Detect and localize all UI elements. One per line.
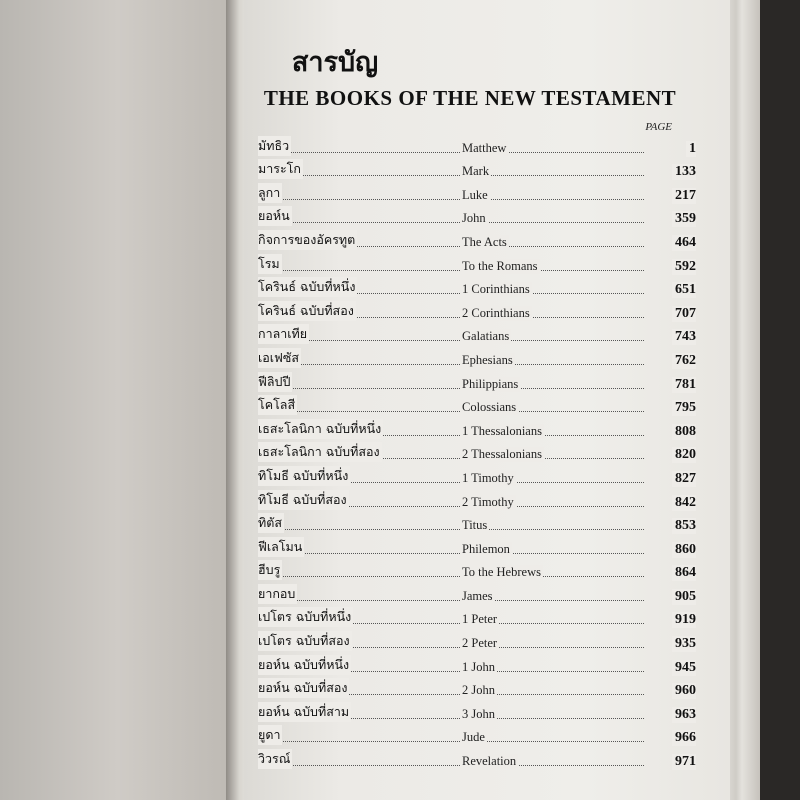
page-number: 905 bbox=[672, 589, 696, 605]
page-number: 359 bbox=[672, 211, 696, 227]
dot-leader bbox=[262, 600, 644, 601]
book-name-english: James bbox=[462, 588, 493, 603]
page-number: 842 bbox=[672, 495, 696, 511]
page-column-label: PAGE bbox=[645, 121, 672, 133]
book-name-thai: โครินธ์ ฉบับที่สอง bbox=[258, 301, 356, 321]
book-name-thai: โรม bbox=[258, 254, 282, 274]
dot-leader bbox=[262, 199, 644, 200]
toc-entry bbox=[258, 417, 696, 441]
page-number: 133 bbox=[672, 164, 696, 180]
book-name-english: Ephesians bbox=[462, 352, 513, 367]
book-name-thai: ยอห์น ฉบับที่สอง bbox=[258, 678, 349, 698]
book-name-thai: ฟีลิปปี bbox=[258, 372, 292, 392]
dot-leader bbox=[262, 576, 644, 577]
book-name-english: 2 John bbox=[462, 683, 495, 698]
book-name-thai: ยูดา bbox=[258, 725, 282, 745]
table-of-contents bbox=[258, 134, 696, 771]
book-name-thai: ทิตัส bbox=[258, 513, 284, 533]
english-title: THE BOOKS OF THE NEW TESTAMENT bbox=[263, 86, 677, 110]
book-name-english: Luke bbox=[462, 187, 488, 202]
toc-entry bbox=[258, 747, 696, 771]
book-name-english: 1 Corinthians bbox=[462, 282, 530, 297]
dot-leader bbox=[262, 175, 644, 176]
page-number: 971 bbox=[672, 754, 696, 770]
dot-leader bbox=[262, 529, 644, 530]
toc-entry bbox=[258, 464, 696, 488]
book-name-english: Colossians bbox=[462, 400, 517, 415]
page-number: 960 bbox=[672, 683, 696, 699]
book-name-thai: ยอห์น bbox=[258, 206, 292, 226]
toc-entry bbox=[258, 724, 696, 748]
page-number: 860 bbox=[672, 542, 696, 558]
book-name-thai: เอเฟซัส bbox=[258, 348, 301, 368]
book-name-thai: เธสะโลนิกา ฉบับที่สอง bbox=[258, 442, 382, 462]
dot-leader bbox=[262, 741, 644, 742]
book-name-thai: ยากอบ bbox=[258, 584, 297, 604]
book-name-thai: เธสะโลนิกา ฉบับที่หนึ่ง bbox=[258, 419, 383, 439]
book-name-english: 2 Thessalonians bbox=[462, 447, 542, 462]
page-number: 743 bbox=[672, 329, 696, 345]
toc-entry bbox=[258, 700, 696, 724]
toc-entry bbox=[258, 252, 696, 276]
book-name-thai: มาระโก bbox=[258, 159, 303, 179]
toc-entry bbox=[258, 582, 696, 606]
page-number: 827 bbox=[672, 471, 696, 487]
dot-leader bbox=[262, 553, 644, 554]
book-name-english: Jude bbox=[462, 730, 485, 745]
book-name-english: 1 Peter bbox=[462, 612, 498, 627]
toc-entry bbox=[258, 441, 696, 465]
book-name-english: Matthew bbox=[462, 140, 507, 155]
toc-entry bbox=[258, 181, 696, 205]
book-name-thai: วิวรณ์ bbox=[258, 749, 292, 769]
page-number: 808 bbox=[672, 424, 696, 440]
toc-entry bbox=[258, 512, 696, 536]
dot-leader bbox=[262, 364, 644, 365]
toc-entry bbox=[258, 535, 696, 559]
page-number: 217 bbox=[672, 188, 696, 204]
dot-leader bbox=[262, 765, 644, 766]
book-name-thai: กิจการของอัครทูต bbox=[258, 230, 357, 250]
book-name-thai: ยอห์น ฉบับที่สาม bbox=[258, 702, 351, 722]
toc-entry bbox=[258, 606, 696, 630]
book-name-english: Philippians bbox=[462, 376, 519, 391]
toc-entry bbox=[258, 677, 696, 701]
toc-entry bbox=[258, 394, 696, 418]
book-name-english: Philemon bbox=[462, 541, 510, 556]
toc-entry bbox=[258, 158, 696, 182]
dot-leader bbox=[262, 388, 644, 389]
page-number: 781 bbox=[672, 377, 696, 393]
book-name-thai: เปโตร ฉบับที่หนึ่ง bbox=[258, 607, 353, 627]
book-name-english: 2 Corinthians bbox=[462, 305, 530, 320]
book-name-thai: มัทธิว bbox=[258, 136, 291, 156]
toc-entry bbox=[258, 134, 696, 158]
toc-entry bbox=[258, 299, 696, 323]
book-name-thai: ทิโมธี ฉบับที่สอง bbox=[258, 490, 349, 510]
book-name-english: 1 Thessalonians bbox=[462, 423, 542, 438]
toc-entry bbox=[258, 488, 696, 512]
toc-entry bbox=[258, 346, 696, 370]
dot-leader bbox=[262, 270, 644, 271]
page-number: 464 bbox=[672, 235, 696, 251]
toc-entry bbox=[258, 323, 696, 347]
book-name-thai: ลูกา bbox=[258, 183, 282, 203]
page-number: 935 bbox=[672, 636, 696, 652]
page-number: 919 bbox=[672, 612, 696, 628]
book-name-thai: ทิโมธี ฉบับที่หนึ่ง bbox=[258, 466, 350, 486]
page-number: 1 bbox=[686, 141, 696, 157]
book-name-english: 2 Peter bbox=[462, 636, 498, 651]
left-page bbox=[0, 0, 236, 800]
page-number: 762 bbox=[672, 353, 696, 369]
book-name-english: John bbox=[462, 211, 486, 226]
page-number: 795 bbox=[672, 400, 696, 416]
book-name-thai: เปโตร ฉบับที่สอง bbox=[258, 631, 352, 651]
book-name-thai: ยอห์น ฉบับที่หนึ่ง bbox=[258, 655, 351, 675]
page-number: 853 bbox=[672, 518, 696, 534]
book-name-english: To the Romans bbox=[462, 258, 538, 273]
page-number: 966 bbox=[672, 730, 696, 746]
dot-leader bbox=[262, 222, 644, 223]
book-name-thai: โคโลสี bbox=[258, 395, 297, 415]
dot-leader bbox=[262, 152, 644, 153]
dot-leader bbox=[262, 340, 644, 341]
toc-entry bbox=[258, 370, 696, 394]
page-number: 592 bbox=[672, 259, 696, 275]
toc-entry bbox=[258, 205, 696, 229]
toc-entry bbox=[258, 276, 696, 300]
book-name-thai: ฟีเลโมน bbox=[258, 537, 304, 557]
page-number: 864 bbox=[672, 565, 696, 581]
book-name-english: 1 John bbox=[462, 659, 495, 674]
book-name-english: Galatians bbox=[462, 329, 510, 344]
book-name-english: Revelation bbox=[462, 754, 517, 769]
book-name-english: 1 Timothy bbox=[462, 470, 514, 485]
dot-leader bbox=[262, 411, 644, 412]
book-name-english: Titus bbox=[462, 518, 488, 533]
thai-title: สารบัญ bbox=[291, 47, 379, 78]
toc-entry bbox=[258, 559, 696, 583]
toc-entry bbox=[258, 653, 696, 677]
page-number: 820 bbox=[672, 447, 696, 463]
book-name-english: Mark bbox=[462, 164, 490, 179]
page-number: 945 bbox=[672, 660, 696, 676]
page-number: 707 bbox=[672, 306, 696, 322]
book-name-thai: ฮีบรู bbox=[258, 560, 282, 580]
book-name-english: To the Hebrews bbox=[462, 565, 541, 580]
page-number: 651 bbox=[672, 282, 696, 298]
page-number: 963 bbox=[672, 707, 696, 723]
toc-entry bbox=[258, 228, 696, 252]
toc-entry bbox=[258, 629, 696, 653]
book-name-english: The Acts bbox=[462, 234, 507, 249]
book-name-english: 3 John bbox=[462, 706, 495, 721]
book-name-english: 2 Timothy bbox=[462, 494, 514, 509]
book-name-thai: โครินธ์ ฉบับที่หนึ่ง bbox=[258, 277, 357, 297]
book-name-thai: กาลาเทีย bbox=[258, 324, 309, 344]
